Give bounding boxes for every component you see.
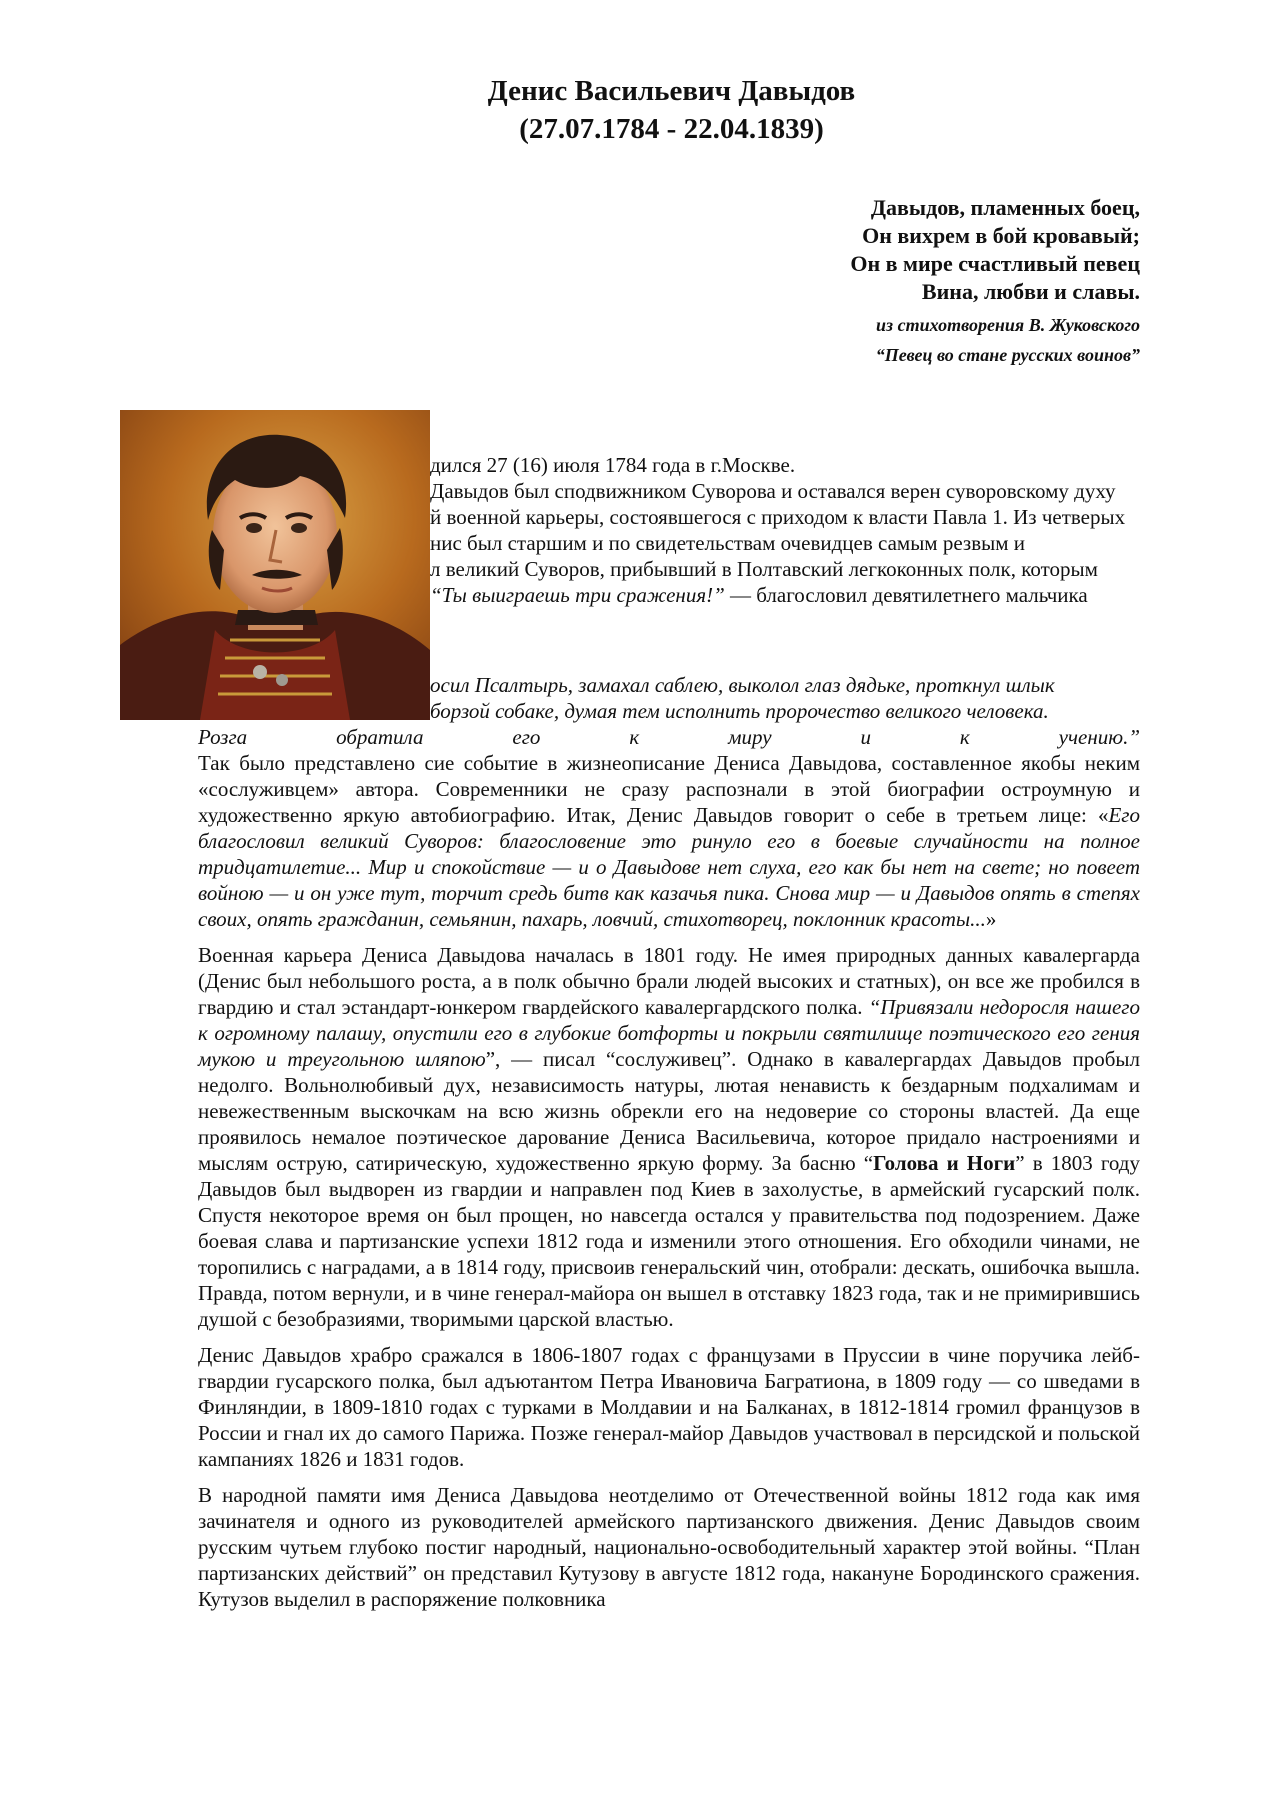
para2-text-a: Военная карьера Дениса Давыдова началась в 1801 году. Не имея природных данных кавалергарда (Денис был небольшого роста, а в полк обычно брали людей высоких и статных), он все же пробился в гвардию и стал эстандарт-юнкером гвардейского кавалергардского полка. — [198, 943, 1140, 1019]
intro-quote-rest: — благословил девятилетнего мальчика — [724, 583, 1088, 607]
quote-line: осил Псалтырь, замахал саблею, выколол глаз дядьке, проткнул шлык — [430, 673, 1055, 697]
intro-line: дился 27 (16) июля 1784 года в г.Москве. — [430, 453, 796, 477]
para2-text-c: ”, — писал “сослуживец”. Однако в кавалергардах Давыдов пробыл недолго. Вольнолюбивый дух, независимость натуры, лютая ненависть к бездарным подхалимам и невежественным выскочкам на всю жизнь обрекли его на недоверие со стороны властей. Да еще проявилось немалое поэтическое дарование Дениса Васильевича, которое придало настроениями и мыслям острую, сатирическую, художественно яркую форму. За басню “ — [198, 1047, 1141, 1175]
para2-quote: “Привязали недоросля нашего к огромному палашу, опустили его в глубокие ботфорты и покрыли святилище поэтического его гения мукою и треугольною шляпою — [198, 995, 1140, 1071]
intro-line-quote — [430, 582, 1088, 608]
portrait-drawing — [120, 410, 430, 720]
paragraph-3: Денис Давыдов храбро сражался в 1806-1807 годах с французами в Пруссии в чине поручика лейб-гвардии гусарского полка, был адъютантом Петра Ивановича Багратиона, в 1809 году — со шведами в Финляндии, в 1809-1810 годах с турками в Молдавии и на Балканах, в 1812-1814 громил французов в России и гнал их до самого Парижа. Позже генерал-майор Давыдов участвовал в персидской и польской кампаниях 1826 и 1831 годов. — [198, 1343, 1140, 1471]
article-body — [198, 750, 1140, 1622]
paragraph-1 — [198, 750, 1140, 932]
quote-line: борзой собаке, думая тем исполнить пророчество великого человека. — [430, 699, 1049, 723]
intro-line: й военной карьеры, состоявшегося с приходом к власти Павла 1. Из четверых — [430, 505, 1126, 529]
intro-line: л великий Суворов, прибывший в Полтавский легкоконных полк, которым — [430, 557, 1098, 581]
paragraph-2 — [198, 942, 1140, 1332]
portrait-image — [120, 410, 430, 720]
title-dates: (27.07.1784 - 22.04.1839) — [519, 113, 824, 145]
document-title — [0, 72, 1280, 148]
epigraph-line: Давыдов, пламенных боец, — [870, 195, 1140, 220]
para2-text-e: ” в 1803 году Давыдов был выдворен из гвардии и направлен под Киев в захолустье, в армейский гусарский полк. Спустя некоторое время он был прощен, но навсегда остался у правительства под подозрением. Даже боевая слава и партизанские успехи 1812 года и изменили этого отношения. Его обходили чинами, не торопились с наградами, а в 1814 году, присвоив генеральский чин, отобрали: дескать, ошибочка вышла. Правда, потом вернули, и в чине генерал-майора он вышел в отставку 1823 года, так и не примирившись душой с безобразиями, творимыми царской властью. — [198, 1151, 1140, 1331]
para1-quote: Его благословил великий Суворов: благословение это ринуло его в боевые случайности на полное тридцатилетие... Мир и спокойствие — и о Давыдове нет слуха, его как бы нет на свете; но повеет войною — и он уже тут, торчит средь битв как казачья пика. Снова мир — и Давыдов опять в степях своих, опять гражданин, семьянин, пахарь, ловчий, стихотворец, поклонник красоты... — [198, 803, 1140, 931]
epigraph-source-title: “Певец во стане русских воинов” — [875, 345, 1140, 365]
epigraph-attribution — [620, 310, 1140, 370]
para1-text: Так было представлено сие событие в жизнеописание Дениса Давыдова, составленное якобы неким «сослуживцем» автора. Современники не сразу распознали в этой биографии остроумную и художественно яркую автобиографию. Итак, Денис Давыдов говорит о себе в третьем лице: « — [198, 751, 1140, 827]
epigraph-source-author: из стихотворения В. Жуковского — [876, 315, 1140, 335]
epigraph-line: Вина, любви и славы. — [921, 279, 1140, 304]
title-name: Денис Васильевич Давыдов — [487, 75, 856, 107]
para1-end: » — [985, 907, 997, 931]
epigraph — [620, 194, 1140, 306]
fable-title: Голова и Ноги — [873, 1151, 1016, 1175]
suvorov-quote: “Ты выиграешь три сражения!” — [430, 583, 725, 607]
epigraph-line: Он в мире счастливый певец — [850, 251, 1140, 276]
quote-last-line: Розга обратила его к миру и к учению.” — [198, 725, 1140, 749]
epigraph-line: Он вихрем в бой кровавый; — [862, 223, 1140, 248]
intro-line: Давыдов был сподвижником Суворова и оставался верен суворовскому духу — [430, 479, 1116, 503]
intro-line: нис был старшим и по свидетельствам очевидцев самым резвым и — [430, 531, 1026, 555]
paragraph-4: В народной памяти имя Дениса Давыдова неотделимо от Отечественной войны 1812 года как имя зачинателя и одного из руководителей армейского партизанского движения. Денис Давыдов своим русским чутьем глубоко постиг народный, национально-освободительный характер этой войны. “План партизанских действий” он представил Кутузову в августе 1812 года, накануне Бородинского сражения. Кутузов выделил в распоряжение полковника — [198, 1483, 1140, 1611]
